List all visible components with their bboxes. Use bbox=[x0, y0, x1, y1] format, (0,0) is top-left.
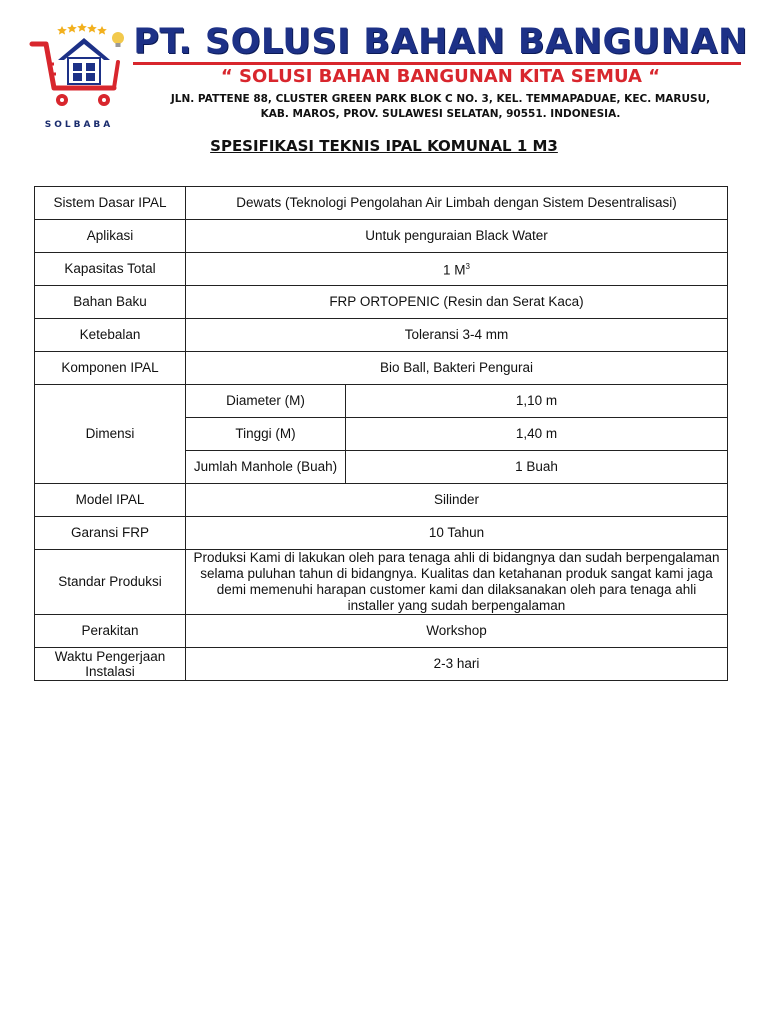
table-row bbox=[35, 517, 728, 550]
row-value: Dewats (Teknologi Pengolahan Air Limbah dengan Sistem Desentralisasi) bbox=[186, 187, 728, 220]
document-title: SPESIFIKASI TEKNIS IPAL KOMUNAL 1 M3 bbox=[210, 137, 558, 155]
shopping-cart-house-icon bbox=[28, 18, 130, 118]
row-value bbox=[186, 253, 728, 286]
table-row bbox=[35, 385, 728, 418]
row-label: Ketebalan bbox=[35, 319, 186, 352]
header-divider bbox=[133, 62, 741, 65]
row-value: FRP ORTOPENIC (Resin dan Serat Kaca) bbox=[186, 286, 728, 319]
row-value: Workshop bbox=[186, 615, 728, 648]
tagline: “ SOLUSI BAHAN BANGUNAN KITA SEMUA “ bbox=[220, 66, 661, 87]
row-label: Standar Produksi bbox=[35, 550, 186, 615]
table-row bbox=[35, 615, 728, 648]
row-label: Sistem Dasar IPAL bbox=[35, 187, 186, 220]
letterhead bbox=[0, 0, 768, 135]
table-row bbox=[35, 319, 728, 352]
capacity-unit-superscript: 3 bbox=[465, 262, 470, 272]
row-value: Toleransi 3-4 mm bbox=[186, 319, 728, 352]
sub-value: 1,40 m bbox=[346, 418, 728, 451]
row-label: Komponen IPAL bbox=[35, 352, 186, 385]
sub-value: 1 Buah bbox=[346, 451, 728, 484]
table-row bbox=[35, 286, 728, 319]
logo-text: SOLBABA bbox=[44, 120, 114, 130]
row-value: Untuk penguraian Black Water bbox=[186, 220, 728, 253]
specification-table bbox=[34, 186, 728, 681]
row-label: Waktu Pengerjaan Instalasi bbox=[35, 648, 186, 681]
table-row bbox=[35, 550, 728, 615]
company-name: PT. SOLUSI BAHAN BANGUNAN bbox=[133, 22, 748, 62]
address-line-2: KAB. MAROS, PROV. SULAWESI SELATAN, 90551. INDONESIA. bbox=[260, 108, 621, 120]
row-label: Kapasitas Total bbox=[35, 253, 186, 286]
row-value: Produksi Kami di lakukan oleh para tenaga ahli di bidangnya dan sudah berpengalaman selama puluhan tahun di bidangnya. Kualitas dan ketahanan produk sangat kami jaga demi memenuhi harapan customer kami dan dilaksanakan oleh para tenaga ahli installer yang sudah berpengalaman bbox=[186, 550, 728, 615]
company-address bbox=[133, 92, 748, 122]
capacity-value: 1 M bbox=[443, 262, 466, 278]
sub-label: Tinggi (M) bbox=[186, 418, 346, 451]
row-label: Aplikasi bbox=[35, 220, 186, 253]
row-label: Dimensi bbox=[35, 385, 186, 484]
row-value: Silinder bbox=[186, 484, 728, 517]
sub-label: Diameter (M) bbox=[186, 385, 346, 418]
table-row bbox=[35, 648, 728, 681]
row-value: Bio Ball, Bakteri Pengurai bbox=[186, 352, 728, 385]
row-label: Bahan Baku bbox=[35, 286, 186, 319]
sub-label: Jumlah Manhole (Buah) bbox=[186, 451, 346, 484]
table-row bbox=[35, 352, 728, 385]
table-row bbox=[35, 253, 728, 286]
row-value: 10 Tahun bbox=[186, 517, 728, 550]
row-label: Model IPAL bbox=[35, 484, 186, 517]
row-value: 2-3 hari bbox=[186, 648, 728, 681]
sub-value: 1,10 m bbox=[346, 385, 728, 418]
row-label: Garansi FRP bbox=[35, 517, 186, 550]
table-row bbox=[35, 187, 728, 220]
row-label: Perakitan bbox=[35, 615, 186, 648]
company-logo bbox=[28, 18, 130, 130]
address-line-1: JLN. PATTENE 88, CLUSTER GREEN PARK BLOK C NO. 3, KEL. TEMMAPADUAE, KEC. MARUSU, bbox=[170, 93, 711, 105]
table-row bbox=[35, 484, 728, 517]
table-row bbox=[35, 220, 728, 253]
